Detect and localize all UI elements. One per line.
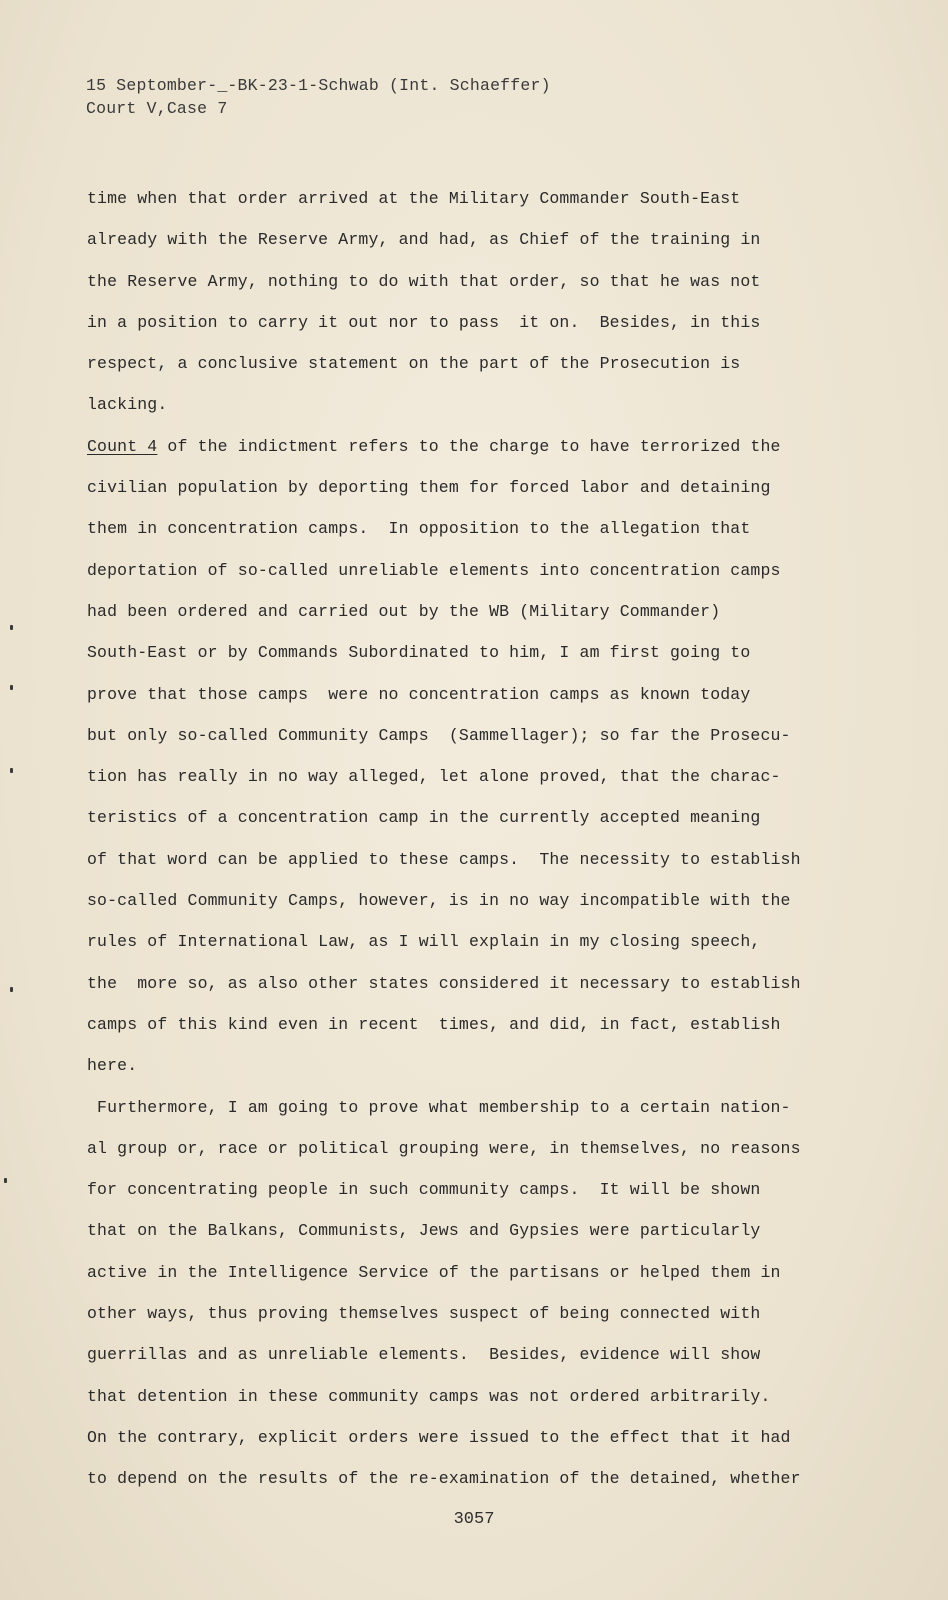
count-4-heading: Count 4 (87, 436, 158, 456)
text-line: rules of International Law, as I will explain in my closing speech, (87, 932, 761, 952)
text-line: had been ordered and carried out by the WB (Military Commander) (87, 601, 721, 621)
text-line: South-East or by Commands Subordinated to him, I am first going to (87, 643, 751, 663)
text-line: them in concentration camps. In opposition to the allegation that (87, 519, 751, 539)
text-line: other ways, thus proving themselves suspect of being connected with (87, 1304, 761, 1324)
margin-punch-mark (10, 685, 13, 690)
text-line: but only so-called Community Camps (Sammellager); so far the Prosecu- (87, 725, 791, 745)
document-body (87, 178, 927, 1500)
text-line: that detention in these community camps was not ordered arbitrarily. (87, 1386, 771, 1406)
text-line: guerrillas and as unreliable elements. Besides, evidence will show (87, 1345, 761, 1365)
document-header (86, 74, 551, 120)
header-line-date-defendant: 15 Septomber-_-BK-23-1-Schwab (Int. Schaeffer) (86, 76, 551, 95)
count-4-text: of the indictment refers to the charge to have terrorized the (157, 436, 781, 456)
text-line: civilian population by deporting them for forced labor and detaining (87, 478, 771, 498)
text-line: already with the Reserve Army, and had, as Chief of the training in (87, 230, 761, 250)
header-line-court-case: Court V,Case 7 (86, 99, 228, 118)
text-line: of that word can be applied to these camps. The necessity to establish (87, 849, 801, 869)
text-line: camps of this kind even in recent times, and did, in fact, establish (87, 1014, 781, 1034)
text-line: al group or, race or political grouping were, in themselves, no reasons (87, 1138, 801, 1158)
text-line: prove that those camps were no concentration camps as known today (87, 684, 751, 704)
text-line: the Reserve Army, nothing to do with that order, so that he was not (87, 271, 761, 291)
text-line: deportation of so-called unreliable elements into concentration camps (87, 560, 781, 580)
margin-punch-mark (4, 1178, 7, 1183)
margin-punch-mark (10, 625, 13, 630)
text-line: to depend on the results of the re-examination of the detained, whether (87, 1469, 801, 1489)
text-line: that on the Balkans, Communists, Jews and Gypsies were particularly (87, 1221, 761, 1241)
text-line: here. (87, 1056, 138, 1076)
text-line: time when that order arrived at the Military Commander South-East (87, 189, 741, 208)
text-line: tion has really in no way alleged, let alone proved, that the charac- (87, 767, 781, 787)
text-line: in a position to carry it out nor to pass it on. Besides, in this (87, 312, 761, 332)
text-line: for concentrating people in such community camps. It will be shown (87, 1180, 761, 1200)
text-line: active in the Intelligence Service of the partisans or helped them in (87, 1262, 781, 1282)
text-line: teristics of a concentration camp in the currently accepted meaning (87, 808, 761, 828)
text-line: lacking. (87, 395, 168, 415)
margin-punch-mark (10, 987, 13, 992)
text-line: On the contrary, explicit orders were issued to the effect that it had (87, 1427, 791, 1447)
text-line-count-4 (87, 426, 927, 467)
margin-punch-mark (10, 768, 13, 773)
text-line: the more so, as also other states considered it necessary to establish (87, 973, 801, 993)
text-line: Furthermore, I am going to prove what membership to a certain nation- (87, 1097, 791, 1117)
text-line: respect, a conclusive statement on the part of the Prosecution is (87, 354, 741, 374)
text-line: so-called Community Camps, however, is in no way incompatible with the (87, 891, 791, 911)
page-number: 3057 (453, 1510, 495, 1529)
